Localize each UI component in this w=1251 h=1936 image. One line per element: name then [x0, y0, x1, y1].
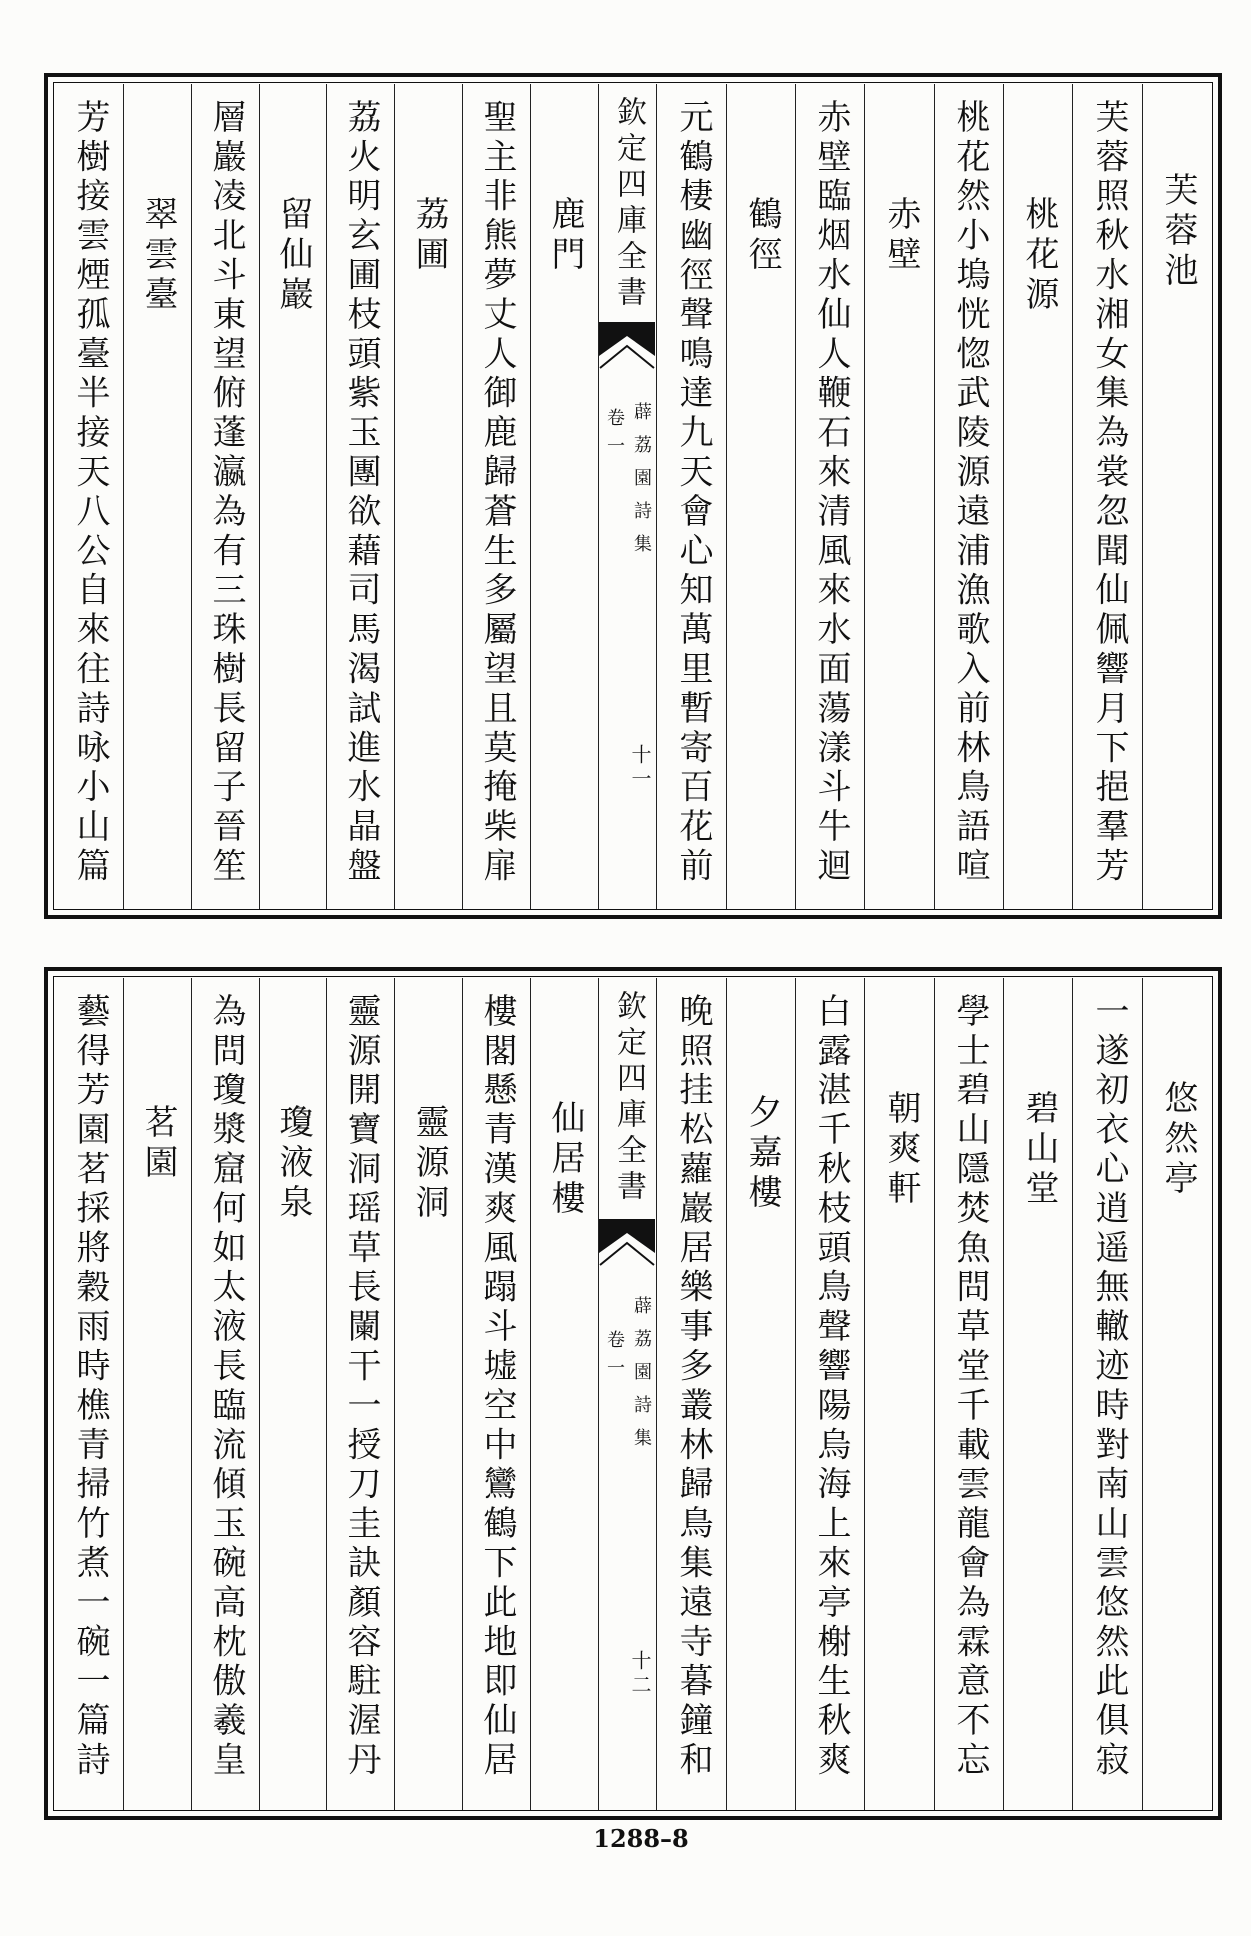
- poem-text: 層巖凌北斗東望俯蓬瀛為有三珠樹長留子晉笙: [191, 84, 259, 909]
- poem-text: 靈源開寶洞瑶草長闌干一授刀圭訣顏容駐渥丹: [326, 978, 394, 1810]
- poem-text: 聖主非熊夢丈人御鹿歸蒼生多屬望且莫掩柴扉: [462, 84, 530, 909]
- poem-title: 朝爽軒: [864, 978, 934, 1810]
- poem-title: 鹿門: [530, 84, 598, 909]
- fish-tail-ornament: [599, 322, 655, 370]
- poem-title: 仙居樓: [530, 978, 598, 1810]
- poem-title: 芙蓉池: [1142, 84, 1211, 909]
- poem-title: 桃花源: [1003, 84, 1072, 909]
- poem-text: 藝得芳園茗採將穀雨時樵青掃竹煮一碗一篇詩: [70, 992, 110, 1781]
- series-title: 欽定四庫全書: [611, 95, 646, 312]
- fish-tail-ornament: [599, 1219, 655, 1267]
- book-title: 薜荔園詩集: [631, 1295, 652, 1461]
- poem-title: 留仙巖: [259, 84, 326, 909]
- poem-title: 瓊液泉: [259, 978, 326, 1810]
- poem-text: 白露湛千秋枝頭鳥聲響陽烏海上來亭榭生秋爽: [795, 978, 864, 1810]
- poem-title: 碧山堂: [1003, 978, 1072, 1810]
- poem-title: 鶴徑: [726, 84, 795, 909]
- poem-text: 芙蓉照秋水湘女集為裳忽聞仙佩響月下挹羣芳: [1072, 84, 1142, 909]
- center-fold-column: [598, 84, 656, 909]
- bottom-page-panel: [44, 967, 1222, 1820]
- book-title: 薜荔園詩集: [631, 401, 652, 567]
- page-number: 1288–8: [593, 1824, 689, 1853]
- poem-title: 茗園: [123, 978, 191, 1810]
- poem-text: 一遂初衣心逍遥無轍迹時對南山雲悠然此俱寂: [1072, 978, 1142, 1810]
- poem-title: 翠雲臺: [123, 84, 191, 909]
- poem-text: 為問瓊漿窟何如太液長臨流傾玉碗高枕傲羲皇: [191, 978, 259, 1810]
- poem-text: 學士碧山隱焚魚問草堂千載雲龍會為霖意不忘: [934, 978, 1003, 1810]
- poem-title: 悠然亭: [1142, 978, 1211, 1810]
- poem-text: 桃花然小塢恍惚武陵源遠浦漁歌入前林鳥語喧: [934, 84, 1003, 909]
- poem-title: 荔圃: [394, 84, 462, 909]
- poem-title: 夕嘉樓: [726, 978, 795, 1810]
- poem-title: 靈源洞: [394, 978, 462, 1810]
- poem-text: 芳樹接雲煙孤臺半接天八公自來往詩咏小山篇: [70, 98, 110, 887]
- volume-label: 卷一: [604, 407, 625, 464]
- poem-text: 赤壁臨烟水仙人鞭石來清風來水面蕩漾斗牛迴: [795, 84, 864, 909]
- volume-label: 卷一: [604, 1329, 625, 1386]
- poem-text: 樓閣懸青漢爽風蹋斗墟空中鸞鶴下此地即仙居: [462, 978, 530, 1810]
- poem-text: 荔火明玄圃枝頭紫玉團欲藉司馬渴試進水晶盤: [326, 84, 394, 909]
- top-page-panel: [44, 73, 1222, 919]
- leaf-number: 十一: [628, 743, 652, 792]
- leaf-number: 十二: [628, 1649, 652, 1698]
- series-title: 欽定四庫全書: [611, 989, 646, 1206]
- poem-text: 元鶴棲幽徑聲鳴達九天會心知萬里暫寄百花前: [656, 84, 726, 909]
- poem-text: 晚照挂松蘿巖居樂事多叢林歸鳥集遠寺暮鐘和: [656, 978, 726, 1810]
- poem-title: 赤壁: [864, 84, 934, 909]
- center-fold-column: [598, 978, 656, 1810]
